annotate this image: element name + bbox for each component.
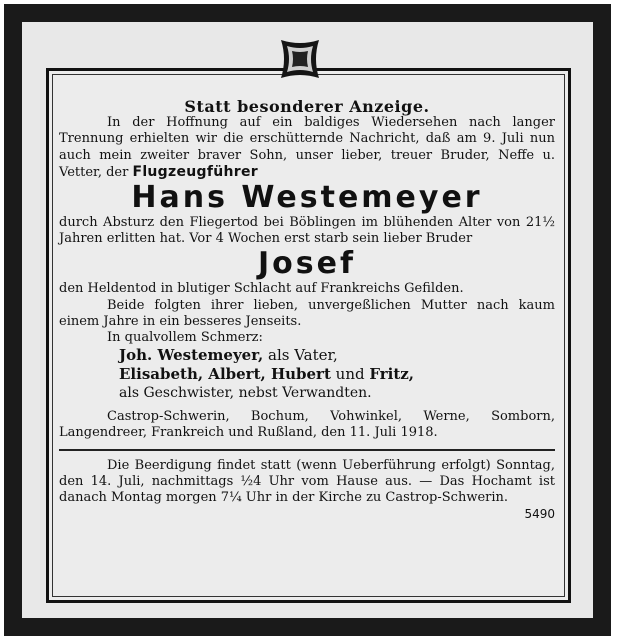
siblings-and: und (330, 365, 370, 384)
siblings-names: Elisabeth, Albert, Hubert (119, 365, 331, 384)
places-date: Castrop-Schwerin, Bochum, Vohwinkel, Werne, Somborn, Langendreer, Frankreich und Rußland, den 11. Juli 1918. (59, 409, 555, 441)
sibling-fritz: Fritz, (369, 365, 415, 384)
funeral-span: Die Beerdigung findet statt (wenn Ueberführung erfolgt) Sonntag, den 14. Juli, nachmittags ½4 Uhr vom Hause aus. — Das Hochamt ist danach Montag morgen 7¼ Uhr in der Kirche zu Castrop-Schwerin. (59, 457, 555, 506)
grief-line: In qualvollem Schmerz: (107, 330, 263, 346)
deceased-name-hans: Hans Westemeyer (131, 180, 483, 216)
father-line (59, 346, 555, 365)
rank-label: Flugzeugführer (132, 163, 258, 180)
heroes-death-text: den Heldentod in blutiger Schlacht auf Frankreichs Gefilden. (59, 281, 464, 297)
intro-text (59, 115, 555, 181)
father-role: als Vater, (263, 346, 338, 365)
death-text: durch Absturz den Fliegertod bei Böblingen im blühenden Alter von 21½ Jahren erlitten hat. Vor 4 Wochen erst starb sein lieber Bruder (59, 215, 555, 247)
iron-cross-icon (277, 36, 323, 82)
siblings-line (59, 365, 555, 384)
father-name: Joh. Westemeyer, (119, 346, 264, 365)
obituary-notice (59, 99, 555, 522)
mother-text: Beide folgten ihrer lieben, unvergeßlichen Mutter nach kaum einem Jahre in ein besseres Jenseits. (59, 297, 555, 329)
ad-number: 5490 (524, 507, 555, 522)
siblings-role: als Geschwister, nebst Verwandten. (119, 385, 372, 402)
funeral-text (59, 457, 555, 522)
deceased-name-josef: Josef (257, 246, 357, 282)
divider (59, 449, 555, 451)
intro-span: In der Hoffnung auf ein baldiges Wiedersehen nach langer Trennung erhielten wir die erschütternde Nachricht, daß am 9. Juli nun auch mein zweiter braver Sohn, unser lieber, treuer Bruder, Neffe u. Vetter, der (59, 115, 555, 180)
notice-title: Statt besonderer Anzeige. (184, 97, 430, 116)
